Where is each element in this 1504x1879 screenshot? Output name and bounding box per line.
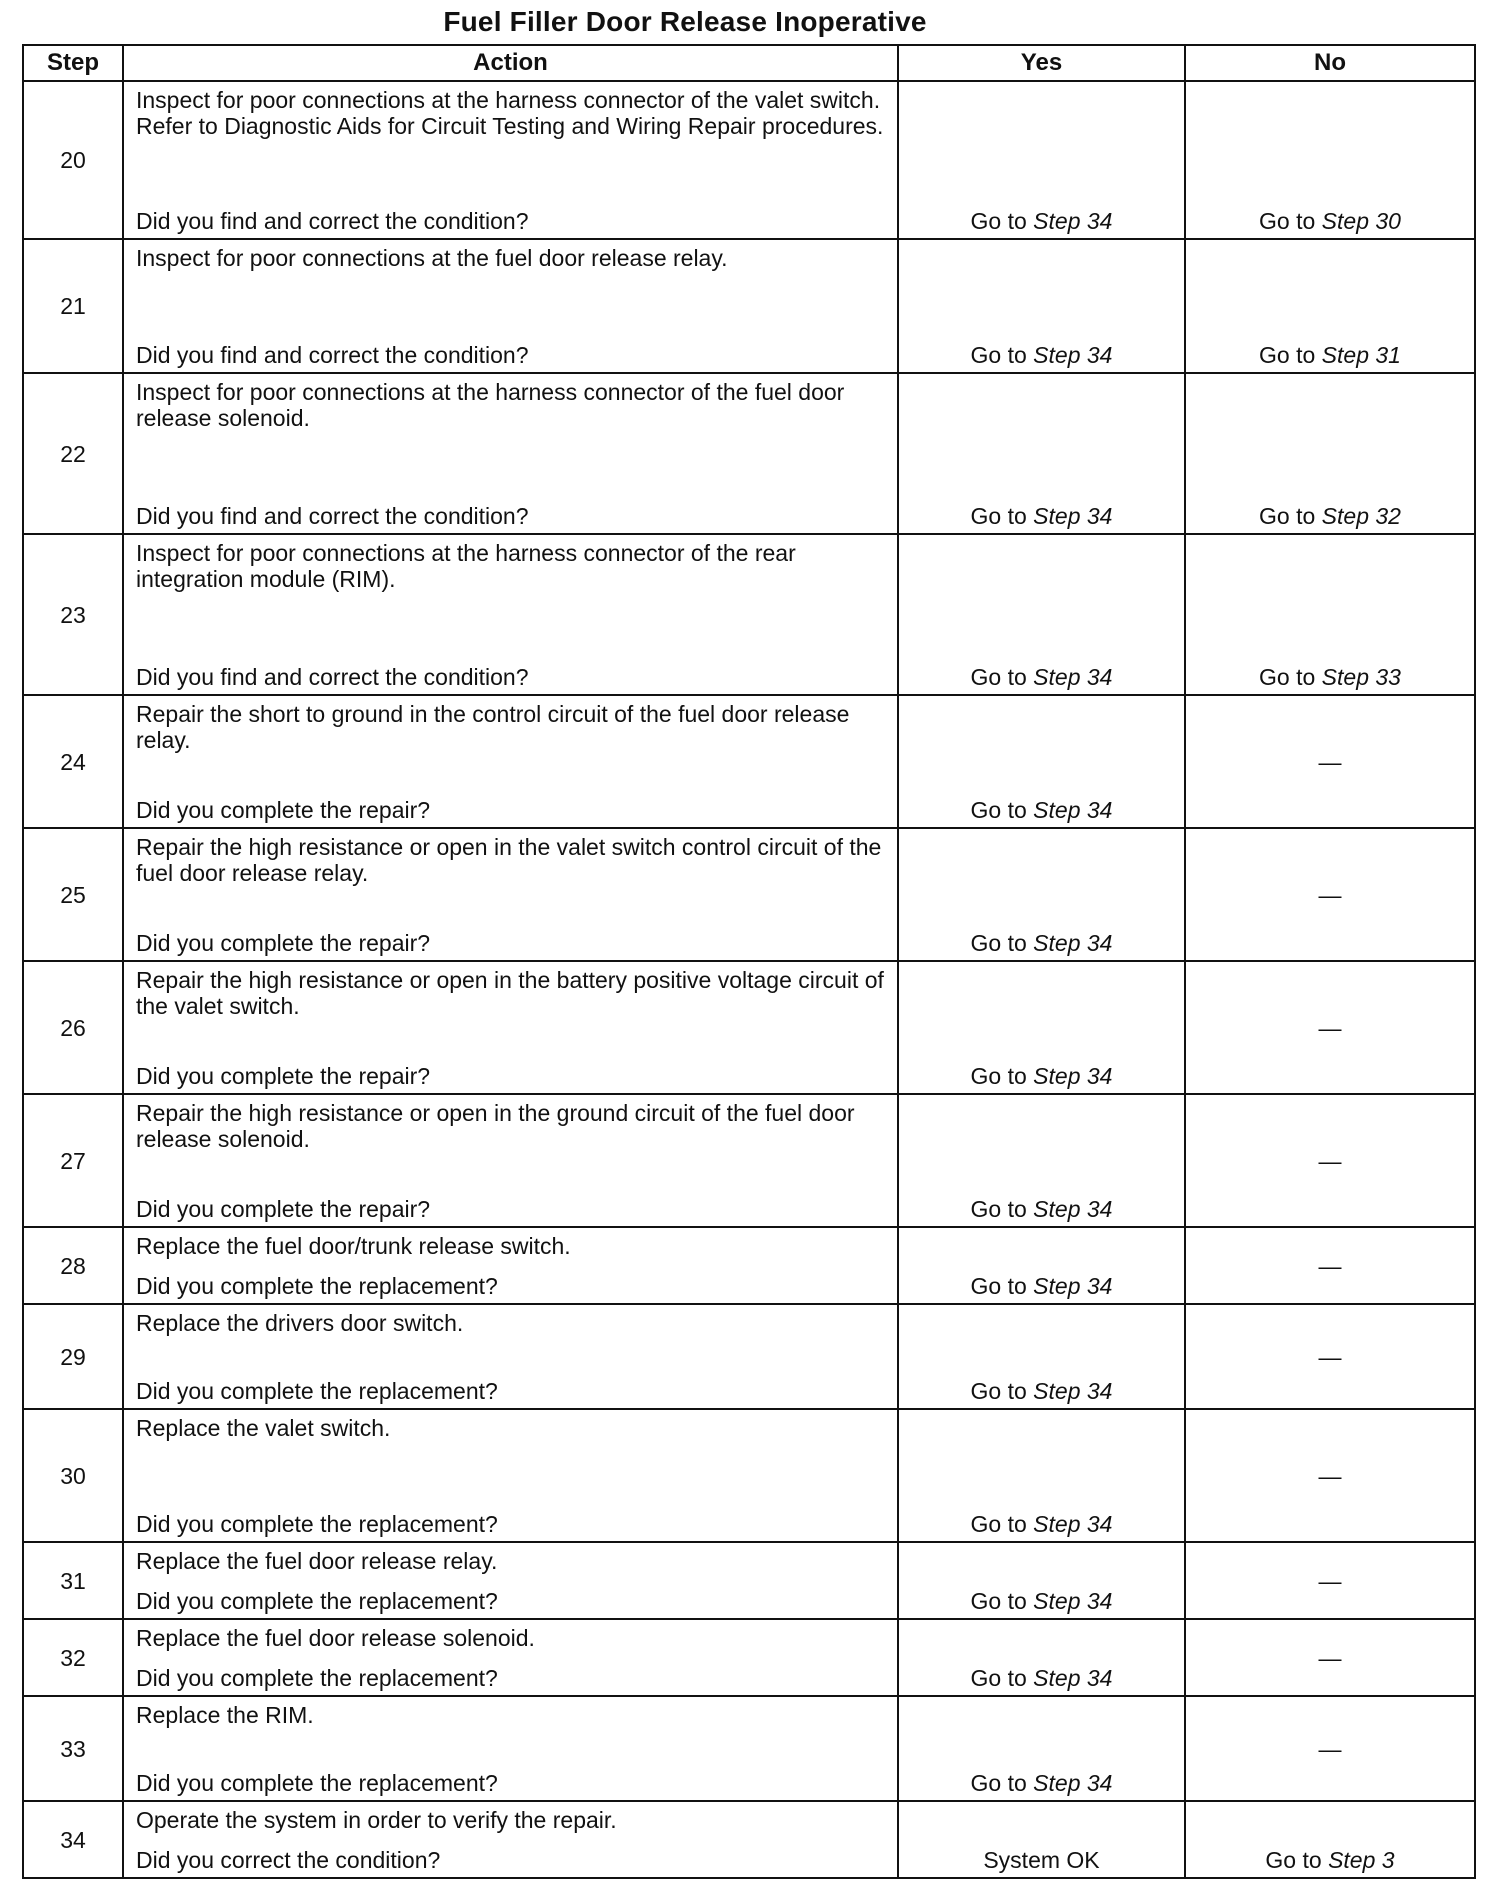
action-question: Did you complete the replacement? [136, 1588, 498, 1614]
action-instruction: Replace the fuel door release solenoid. [136, 1625, 535, 1651]
yes-outcome-text: Go to [970, 797, 1027, 823]
header-step: Step [23, 45, 123, 81]
no-outcome [1185, 1409, 1475, 1542]
action-cell [123, 1227, 898, 1304]
document-title: Fuel Filler Door Release Inoperative [443, 6, 927, 37]
no-outcome-text: Go to [1259, 503, 1316, 529]
no-outcome-text: — [1318, 1736, 1342, 1762]
action-question: Did you complete the replacement? [136, 1770, 498, 1796]
table-row [23, 534, 1475, 695]
no-outcome [1185, 695, 1475, 828]
action-question: Did you correct the condition? [136, 1847, 441, 1873]
action-question: Did you complete the repair? [136, 930, 431, 956]
table-row [23, 373, 1475, 534]
no-outcome [1185, 534, 1475, 695]
action-cell [123, 1801, 898, 1878]
step-number: 28 [23, 1227, 123, 1304]
table-row [23, 1801, 1475, 1878]
yes-step-reference: Step 34 [1033, 1196, 1113, 1222]
no-outcome-text: — [1318, 1015, 1342, 1041]
action-question: Did you complete the replacement? [136, 1273, 498, 1299]
yes-step-reference: Step 34 [1033, 1511, 1113, 1537]
table-body [23, 81, 1475, 1878]
action-instruction: Repair the short to ground in the control circuit of the fuel door release relay. [136, 701, 850, 753]
yes-outcome-text: Go to [970, 664, 1027, 690]
yes-step-reference: Step 34 [1033, 930, 1113, 956]
yes-outcome [898, 1227, 1185, 1304]
table-row [23, 1696, 1475, 1801]
yes-outcome-text: Go to [970, 342, 1027, 368]
action-cell [123, 1094, 898, 1227]
action-instruction: Inspect for poor connections at the harness connector of the rear integration module (RIM). [136, 540, 796, 592]
yes-outcome-text: Go to [970, 1273, 1027, 1299]
yes-outcome-text: Go to [970, 1588, 1027, 1614]
yes-step-reference: Step 34 [1033, 1588, 1113, 1614]
table-row [23, 961, 1475, 1094]
action-cell [123, 1409, 898, 1542]
action-instruction: Replace the drivers door switch. [136, 1310, 464, 1336]
yes-outcome-text: Go to [970, 1511, 1027, 1537]
action-content [124, 1305, 897, 1408]
table-row [23, 1304, 1475, 1409]
yes-outcome-text: Go to [970, 1770, 1027, 1796]
no-outcome-text: — [1318, 882, 1342, 908]
action-question: Did you find and correct the condition? [136, 664, 529, 690]
yes-outcome [898, 81, 1185, 239]
table-row [23, 695, 1475, 828]
action-question: Did you find and correct the condition? [136, 503, 529, 529]
yes-outcome [898, 1696, 1185, 1801]
action-content [124, 962, 897, 1093]
action-question: Did you complete the replacement? [136, 1511, 498, 1537]
yes-outcome [898, 1304, 1185, 1409]
no-outcome [1185, 373, 1475, 534]
step-number: 21 [23, 239, 123, 373]
no-outcome [1185, 1801, 1475, 1878]
table-row [23, 1409, 1475, 1542]
table-row [23, 1542, 1475, 1619]
yes-outcome-text: Go to [970, 208, 1027, 234]
action-cell [123, 239, 898, 373]
step-number: 25 [23, 828, 123, 961]
action-instruction: Replace the valet switch. [136, 1415, 391, 1441]
table-row [23, 1619, 1475, 1696]
yes-outcome [898, 1542, 1185, 1619]
action-content [124, 1095, 897, 1226]
table-row [23, 81, 1475, 239]
yes-step-reference: Step 34 [1033, 1378, 1113, 1404]
no-step-reference: Step 33 [1321, 664, 1401, 690]
action-content [124, 696, 897, 827]
action-cell [123, 1542, 898, 1619]
step-number: 27 [23, 1094, 123, 1227]
no-step-reference: Step 31 [1321, 342, 1401, 368]
yes-outcome [898, 961, 1185, 1094]
action-content [124, 1543, 897, 1618]
no-outcome [1185, 1542, 1475, 1619]
yes-outcome [898, 1409, 1185, 1542]
yes-outcome-text: System OK [983, 1847, 1100, 1873]
action-instruction: Replace the RIM. [136, 1702, 314, 1728]
action-cell [123, 961, 898, 1094]
no-outcome-text: — [1318, 1148, 1342, 1174]
action-cell [123, 1304, 898, 1409]
no-outcome-text: — [1318, 1463, 1342, 1489]
no-step-reference: Step 32 [1321, 503, 1401, 529]
step-number: 34 [23, 1801, 123, 1878]
yes-outcome-text: Go to [970, 1196, 1027, 1222]
diagnostic-table [22, 44, 1476, 1879]
step-number: 22 [23, 373, 123, 534]
action-content [124, 1620, 897, 1695]
action-instruction: Repair the high resistance or open in the valet switch control circuit of the fuel door release relay. [136, 834, 882, 886]
yes-step-reference: Step 34 [1033, 342, 1113, 368]
yes-step-reference: Step 34 [1033, 1665, 1113, 1691]
header-no: No [1185, 45, 1475, 81]
yes-step-reference: Step 34 [1033, 1273, 1113, 1299]
no-outcome [1185, 1619, 1475, 1696]
action-content [124, 829, 897, 960]
yes-outcome [898, 1094, 1185, 1227]
action-cell [123, 373, 898, 534]
table-row [23, 828, 1475, 961]
header-yes: Yes [898, 45, 1185, 81]
action-content [124, 240, 897, 372]
no-outcome [1185, 1094, 1475, 1227]
no-outcome-text: Go to [1259, 342, 1316, 368]
no-outcome-text: — [1318, 1253, 1342, 1279]
no-outcome [1185, 828, 1475, 961]
step-number: 24 [23, 695, 123, 828]
table-row [23, 1227, 1475, 1304]
action-instruction: Operate the system in order to verify the repair. [136, 1807, 617, 1833]
action-instruction: Inspect for poor connections at the harness connector of the fuel door release solenoid. [136, 379, 845, 431]
action-content [124, 1410, 897, 1541]
no-step-reference: Step 3 [1328, 1847, 1395, 1873]
action-cell [123, 81, 898, 239]
action-question: Did you complete the repair? [136, 1063, 431, 1089]
action-instruction: Replace the fuel door/trunk release switch. [136, 1233, 571, 1259]
action-content [124, 1802, 897, 1877]
yes-outcome-text: Go to [970, 503, 1027, 529]
no-step-reference: Step 30 [1321, 208, 1401, 234]
action-question: Did you complete the repair? [136, 1196, 431, 1222]
action-question: Did you complete the replacement? [136, 1378, 498, 1404]
no-outcome [1185, 1304, 1475, 1409]
yes-outcome [898, 1801, 1185, 1878]
action-cell [123, 534, 898, 695]
no-outcome-text: — [1318, 1344, 1342, 1370]
action-content [124, 374, 897, 533]
yes-outcome-text: Go to [970, 1665, 1027, 1691]
yes-outcome [898, 534, 1185, 695]
yes-step-reference: Step 34 [1033, 797, 1113, 823]
no-outcome-text: — [1318, 1568, 1342, 1594]
action-cell [123, 695, 898, 828]
step-number: 32 [23, 1619, 123, 1696]
table-row [23, 239, 1475, 373]
no-outcome [1185, 961, 1475, 1094]
no-outcome-text: Go to [1259, 208, 1316, 234]
yes-outcome-text: Go to [970, 1378, 1027, 1404]
action-question: Did you find and correct the condition? [136, 342, 529, 368]
step-number: 33 [23, 1696, 123, 1801]
action-content [124, 1697, 897, 1800]
action-content [124, 535, 897, 694]
table-row [23, 1094, 1475, 1227]
action-instruction: Repair the high resistance or open in the ground circuit of the fuel door release solenoid. [136, 1100, 855, 1152]
step-number: 31 [23, 1542, 123, 1619]
yes-outcome [898, 695, 1185, 828]
action-instruction: Repair the high resistance or open in the battery positive voltage circuit of the valet switch. [136, 967, 884, 1019]
yes-outcome [898, 828, 1185, 961]
action-question: Did you complete the repair? [136, 797, 431, 823]
no-outcome [1185, 239, 1475, 373]
yes-step-reference: Step 34 [1033, 1770, 1113, 1796]
action-question: Did you complete the replacement? [136, 1665, 498, 1691]
yes-step-reference: Step 34 [1033, 1063, 1113, 1089]
no-outcome [1185, 1696, 1475, 1801]
action-instruction: Inspect for poor connections at the fuel door release relay. [136, 245, 728, 271]
yes-step-reference: Step 34 [1033, 664, 1113, 690]
yes-outcome [898, 1619, 1185, 1696]
no-outcome-text: — [1318, 749, 1342, 775]
action-instruction: Replace the fuel door release relay. [136, 1548, 498, 1574]
step-number: 20 [23, 81, 123, 239]
no-outcome-text: Go to [1259, 664, 1316, 690]
action-cell [123, 828, 898, 961]
no-outcome-text: — [1318, 1645, 1342, 1671]
action-instruction: Inspect for poor connections at the harness connector of the valet switch. Refer to Diagnostic Aids for Circuit Testing and Wiring Repair procedures. [136, 87, 884, 139]
action-content [124, 1228, 897, 1303]
no-outcome-text: Go to [1265, 1847, 1322, 1873]
step-number: 26 [23, 961, 123, 1094]
yes-outcome [898, 373, 1185, 534]
yes-outcome-text: Go to [970, 1063, 1027, 1089]
yes-step-reference: Step 34 [1033, 503, 1113, 529]
step-number: 23 [23, 534, 123, 695]
action-question: Did you find and correct the condition? [136, 208, 529, 234]
no-outcome [1185, 1227, 1475, 1304]
step-number: 30 [23, 1409, 123, 1542]
no-outcome [1185, 81, 1475, 239]
action-cell [123, 1619, 898, 1696]
action-content [124, 82, 897, 238]
header-action: Action [123, 45, 898, 81]
action-cell [123, 1696, 898, 1801]
table-header-row [23, 45, 1475, 81]
yes-outcome [898, 239, 1185, 373]
yes-step-reference: Step 34 [1033, 208, 1113, 234]
step-number: 29 [23, 1304, 123, 1409]
yes-outcome-text: Go to [970, 930, 1027, 956]
